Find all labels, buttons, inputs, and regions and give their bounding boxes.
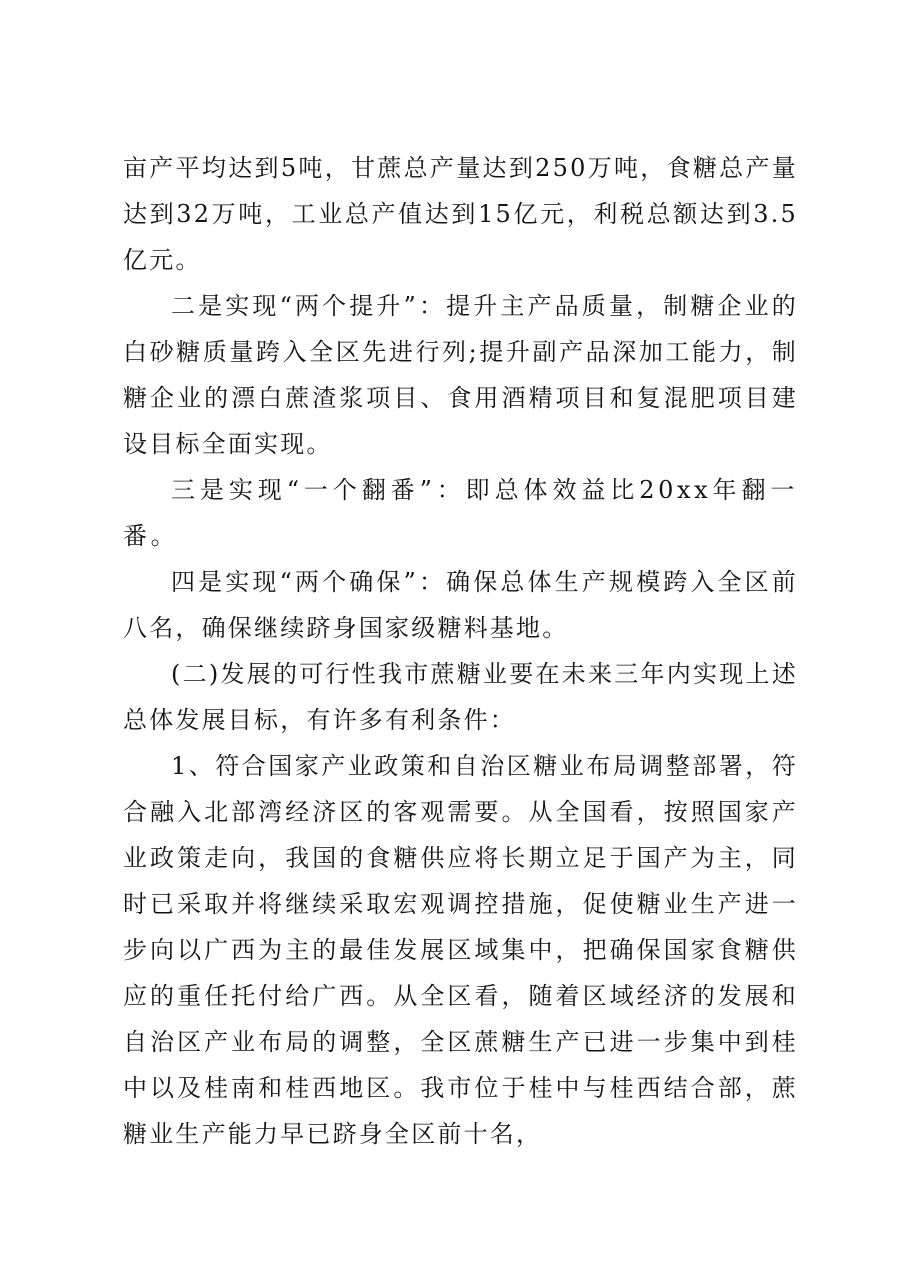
paragraph-feasibility: (二)发展的可行性我市蔗糖业要在未来三年内实现上述总体发展目标，有许多有利条件： — [123, 660, 798, 734]
paragraph-two-guarantees: 四是实现“两个确保”：确保总体生产规模跨入全区前八名，确保继续跻身国家级糖料基地。 — [123, 568, 798, 642]
paragraph-continuation: 亩产平均达到5吨，甘蔗总产量达到250万吨，食糖总产量达到32万吨，工业总产值达到15亿元，利税总额达到3.5亿元。 — [123, 154, 798, 274]
document-body — [123, 145, 798, 1157]
paragraph-policy-alignment: 1、符合国家产业政策和自治区糖业布局调整部署，符合融入北部湾经济区的客观需要。从全国看，按照国家产业政策走向，我国的食糖供应将长期立足于国产为主，同时已采取并将继续采取宏观调控措施，促使糖业生产进一步向以广西为主的最佳发展区域集中，把确保国家食糖供应的重任托付给广西。从全区看，随着区域经济的发展和自治区产业布局的调整，全区蔗糖生产已进一步集中到桂中以及桂南和桂西地区。我市位于桂中与桂西结合部，蔗糖业生产能力早已跻身全区前十名， — [123, 752, 798, 1148]
paragraph-one-doubling: 三是实现“一个翻番”：即总体效益比20xx年翻一番。 — [123, 476, 798, 550]
paragraph-two-upgrades: 二是实现“两个提升”：提升主产品质量，制糖企业的白砂糖质量跨入全区先进行列;提升副产品深加工能力，制糖企业的漂白蔗渣浆项目、食用酒精项目和复混肥项目建设目标全面实现。 — [123, 292, 798, 458]
